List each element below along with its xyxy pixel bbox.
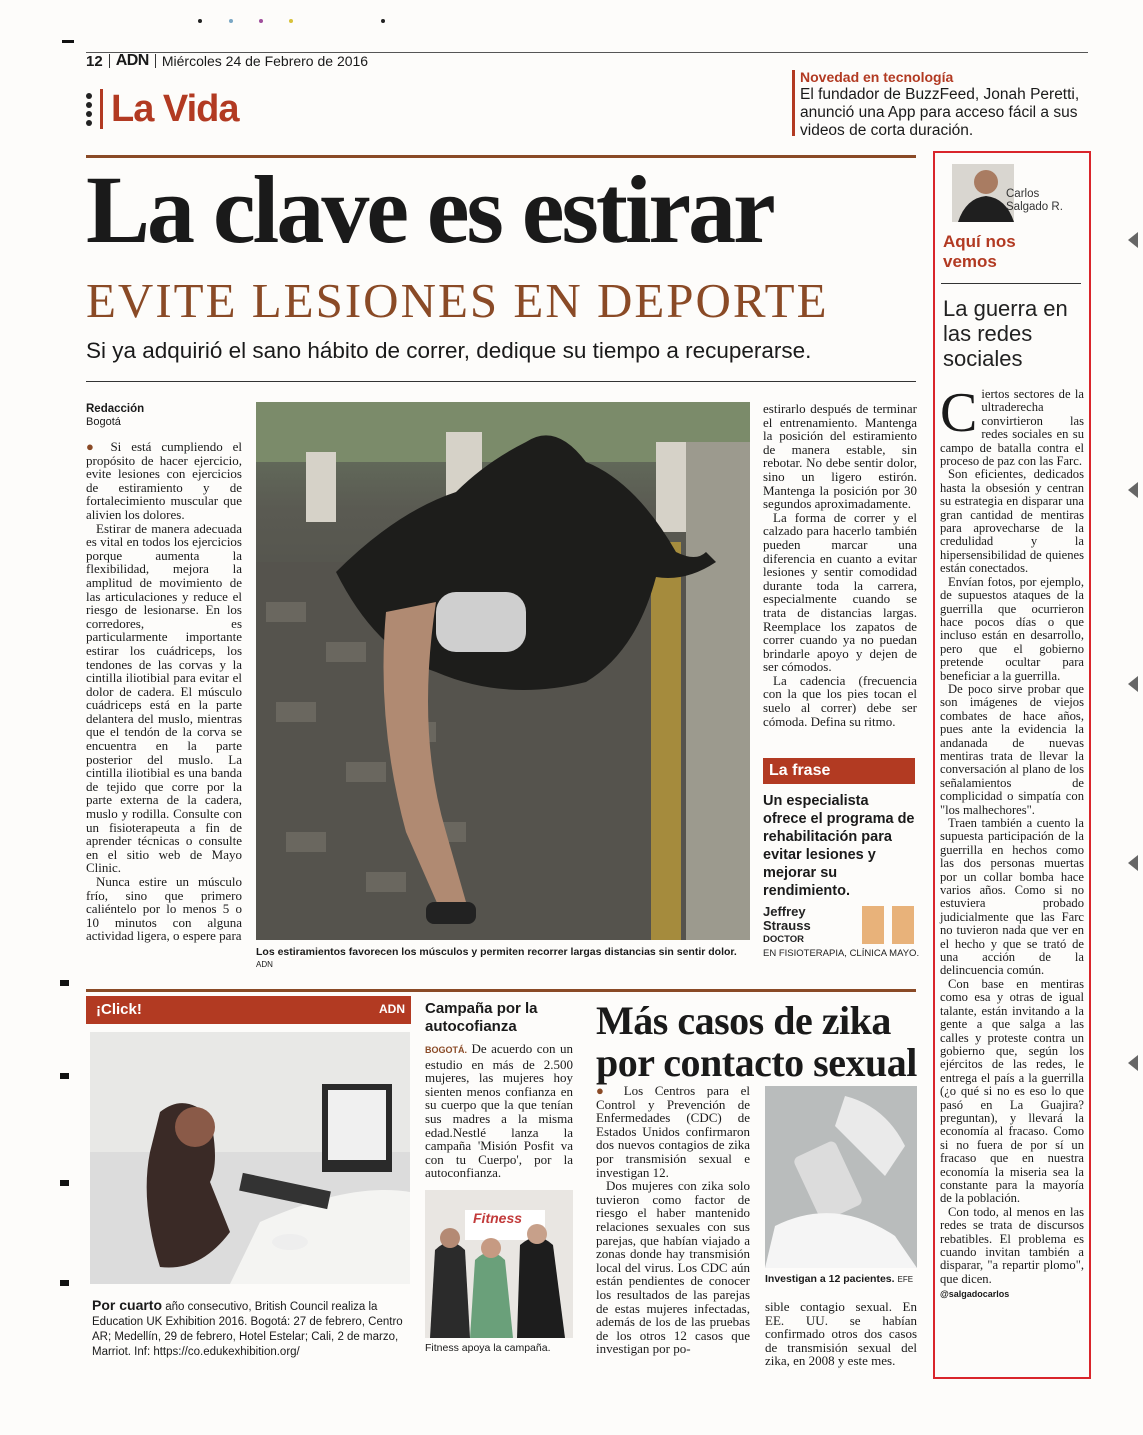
zika-paragraph: sible contagio sexual. En EE. UU. se habían confirmado otros dos casos de transmisión sexual del zika, en 2008 y este mes. bbox=[765, 1299, 917, 1369]
column-label: Aquí nos vemos bbox=[943, 232, 1016, 271]
columnist-last: Salgado R. bbox=[1006, 201, 1063, 213]
article-paragraph: Si está cumpliendo el propósito de hacer ejercicio, evite lesiones con ejercicios de estiramiento y de fortalecimiento muscular que alivien los dolores. bbox=[86, 439, 243, 522]
article-paragraph: Estirar de manera adecuada es vital en todos los ejercicios porque aumenta la flexibilidad, mejora la amplitud de movimiento de las articulaciones y reduce el riesgo de lesionarse. En los corredores, es particularmente importante estirar los cuádriceps, los tendones de las corvas y la cintilla iliotibial para evitar el dolor de cadera. El músculo cuádriceps está en la parte delantera del muslo, mientras que el tendón de la corva se encuentra en la parte posterior del muslo. La cintilla iliotibial es una banda de tejido que corre por la parte externa de la cadera, muslo y rodilla. Consulte con un fisioterapeuta a fin de aprender técnicas o consulte en el sitio web de Mayo Clinic. bbox=[86, 520, 242, 876]
zika-photo bbox=[765, 1086, 917, 1268]
campana-body: De acuerdo con un estudio en más de 2.500 mujeres, las mujeres hoy sienten menos confianza en su cuerpo que la que tenían sus madres a la misma edad.Nestlé lanza la campaña 'Misión Posfit va con tu Cuerpo', por la autoconfianza. bbox=[425, 1041, 573, 1181]
article-column-1: ● Si está cumpliendo el propósito de hacer ejercicio, evite lesiones con ejercicios de estiramiento y de fortalecimiento muscular que alivien los dolores. Estirar de manera adecuada es vital en todos los ejercicios porque aumenta la flexibilidad, mejora la amplitud de movimiento de las articulaciones y reduce el riesgo de lesionarse. En los corredores, es particularmente importante estirar los cuádriceps, los tendones de las corvas y la cintilla iliotibial para evitar el dolor de cadera. El músculo cuádriceps está en la parte delantera del muslo, mientras que el tendón de la corva se encuentra en la parte posterior del muslo. La cintilla iliotibial es una banda de tejido que corre por la parte externa de la cadera, muslo y rodilla. Consulte con un fisioterapeuta a fin de aprender técnicas o consulte en el sitio web de Mayo Clinic. Nunca estire un músculo frío, sino que primero caliéntelo por lo menos 5 o 10 minutos con alguna actividad ligera, o espere para bbox=[86, 439, 243, 944]
columnist-first: Carlos bbox=[1006, 188, 1040, 200]
edge-marker bbox=[1128, 232, 1138, 248]
caption-credit: ADN bbox=[256, 960, 273, 969]
scan-dot bbox=[381, 19, 385, 23]
teaser-bar bbox=[792, 70, 795, 136]
column-paragraph: De poco sirve probar que son imágenes de viejos combates de hace años, pues ante la evidencia la andanada de nuevas mentiras trata de llevar la conversación al plano de los señalamientos de complicidad o simpatía con "los malhechores". bbox=[940, 681, 1084, 817]
section-bar bbox=[100, 89, 103, 129]
registration-mark bbox=[60, 980, 69, 986]
author-last: Strauss bbox=[763, 918, 811, 933]
article-paragraph: Nunca estire un músculo frío, sino que primero caliéntelo por lo menos 5 o 10 minutos con alguna actividad ligera, o espere para bbox=[86, 874, 242, 944]
zika-column-2 bbox=[765, 1300, 917, 1368]
zika-caption-text: Investigan a 12 pacientes. bbox=[765, 1273, 895, 1285]
zika-paragraph: Dos mujeres con zika solo tuvieron como factor de riesgo el haber mantenido relaciones sexuales con sus parejas, que habían viajado a zonas donde hay transmisión local del virus. Los CDC aún están pendientes de conocer los resultados de las parejas de estas mujeres infectadas, además de los de las pruebas de los otros 12 casos que investigan por po- bbox=[596, 1178, 750, 1357]
byline-city: Bogotá bbox=[86, 416, 121, 428]
registration-mark bbox=[60, 1073, 69, 1079]
separator bbox=[155, 54, 156, 68]
click-bold: Por cuarto bbox=[92, 1297, 163, 1313]
article-photo bbox=[256, 402, 750, 940]
article-paragraph: La forma de correr y el calzado para hacerlo también pueden marcar una diferencia en cuanto a evitar lesiones y sentir comodidad durante toda la carrera, especialmente cuando se trata de distancias largas. Reemplace los zapatos de correr cuando ya no puedan brindarle apoyo y dejen de ser cómodos. bbox=[763, 509, 917, 675]
stretching-runner-image bbox=[256, 402, 750, 940]
campana-photo bbox=[425, 1190, 573, 1338]
click-credit: ADN bbox=[379, 1002, 405, 1016]
zika-paragraph: Los Centros para el Control y Prevención de Enfermedades (CDC) de Estados Unidos confirmaron dos nuevos contagios de zika por transmisión sexual e investigan 12. bbox=[596, 1083, 750, 1180]
click-label: ¡Click! bbox=[96, 1001, 142, 1018]
campana-text bbox=[425, 1042, 573, 1180]
click-text bbox=[92, 1298, 410, 1360]
article-title: La clave es estirar bbox=[86, 156, 773, 263]
byline bbox=[86, 403, 144, 429]
column-paragraph: Con base en mentiras como esa y otras de igual talante, están invitando a la gente a que salga a las calles y proteste contra un gobierno que, según los ejércitos de las redes, le entrega el país a la guerrilla (¿o qué si no es eso lo que pasó en La Guajira? preguntan), y llevará la economía al fracaso. Como si no fuera de por sí un fracaso que en nuestra economía la miseria sea la constante para la mayoría de la población. bbox=[940, 976, 1084, 1206]
article-deck: Si ya adquirió el sano hábito de correr, dedique su tiempo a recuperarse. bbox=[86, 338, 812, 363]
article-column-3 bbox=[763, 402, 917, 728]
column-paragraph: Con todo, al menos en las redes se trata de discursos rebatibles. El problema es cuando invitan también a disparar, "a repartir plomo", que dicen. bbox=[940, 1204, 1084, 1286]
author-first: Jeffrey bbox=[763, 904, 806, 919]
section-title: La Vida bbox=[111, 87, 239, 130]
caption-text: Los estiramientos favorecen los músculos y permiten recorrer largas distancias sin sentir dolor. bbox=[256, 946, 737, 958]
columnist-avatar bbox=[952, 164, 1014, 222]
scan-dot bbox=[259, 19, 263, 23]
frase-quote: Un especialista ofrece el programa de rehabilitación para evitar lesiones y mejorar su rendimiento. bbox=[763, 793, 915, 899]
edge-marker bbox=[1128, 482, 1138, 498]
columnist-handle[interactable]: @salgadocarlos bbox=[940, 1289, 1010, 1300]
click-photo bbox=[90, 1032, 410, 1284]
edge-marker bbox=[1128, 1055, 1138, 1071]
teaser-label: Novedad en tecnología bbox=[800, 69, 954, 85]
registration-mark bbox=[60, 1280, 69, 1286]
page-header bbox=[86, 52, 368, 70]
section-bullets bbox=[86, 93, 92, 126]
zika-column-1: ● Los Centros para el Control y Prevención de Enfermedades (CDC) de Estados Unidos confirmaron dos nuevos contagios de zika por transmisión sexual e investigan 12. Dos mujeres con zika solo tuvieron como factor de riesgo el haber mantenido relaciones sexuales con sus parejas, que habían viajado a zonas donde hay transmisión local del virus. Los CDC aún están pendientes de conocer los resultados de las parejas de estas mujeres infectadas, además de los de las pruebas de los otros 12 casos que investigan por po- bbox=[596, 1083, 750, 1357]
teaser-text: El fundador de BuzzFeed, Jonah Peretti, anunció una App para acceso fácil a sus videos de corta duración. bbox=[800, 86, 1080, 139]
scan-dot bbox=[229, 19, 233, 23]
column-paragraph: Envían fotos, por ejemplo, de supuestos ataques de la guerrilla que ocurrieron hace pocos días o que incluso están en desarrollo, pero que el gobierno pretende ocultar para beneficiar a la guerrilla. bbox=[940, 574, 1084, 683]
deck-rule bbox=[86, 381, 916, 382]
column-paragraph: iertos sectores de la ultraderecha convirtieron las redes sociales en su campo de batalla contra el proceso de paz con las Farc. bbox=[940, 387, 1084, 469]
edge-marker bbox=[1128, 676, 1138, 692]
separator bbox=[109, 54, 110, 68]
frase-label: La frase bbox=[763, 758, 915, 784]
scan-dot bbox=[198, 19, 202, 23]
registration-mark bbox=[60, 1180, 69, 1186]
edge-marker bbox=[1128, 855, 1138, 871]
campana-caption: Fitness apoya la campaña. bbox=[425, 1342, 551, 1354]
fitness-brand: Fitness bbox=[473, 1210, 523, 1226]
photo-caption bbox=[256, 946, 750, 970]
section-header bbox=[86, 86, 238, 132]
dropcap: C bbox=[940, 382, 978, 444]
bottom-rule bbox=[86, 989, 916, 992]
sidebar-rule bbox=[941, 283, 1081, 284]
registration-mark bbox=[62, 40, 74, 43]
zika-caption-credit: EFE bbox=[897, 1275, 914, 1284]
columnist-name bbox=[1006, 188, 1063, 214]
columnist-header bbox=[944, 162, 1079, 224]
article-subtitle: EVITE LESIONES EN DEPORTE bbox=[86, 273, 829, 328]
scan-dot bbox=[289, 19, 293, 23]
campana-title: Campaña por la autocofianza bbox=[425, 1000, 538, 1035]
click-header bbox=[86, 996, 411, 1024]
campana-city: BOGOTÁ. bbox=[425, 1045, 467, 1055]
column-body bbox=[940, 382, 1084, 1302]
click-body: año consecutivo, British Council realiza la Education UK Exhibition 2016. Bogotá: 27 de febrero, Centro AR; Medellín, 29 de febrero, Hotel Estelar; Cali, 2 de marzo, Marriot. Inf: https://co.edukexhibition.org/ bbox=[92, 1301, 403, 1358]
brand-logo: ADN bbox=[115, 52, 149, 69]
zika-title: Más casos de zika por contacto sexual bbox=[596, 998, 917, 1085]
article-paragraph: La cadencia (frecuencia con la que los pies tocan el suelo al correr) debe ser cómoda. Defina su ritmo. bbox=[763, 672, 917, 729]
novedad-teaser[interactable] bbox=[800, 68, 1100, 140]
issue-date: Miércoles 24 de Febrero de 2016 bbox=[161, 53, 369, 69]
article-paragraph: estirarlo después de terminar el entrenamiento. Mantenga la posición del estiramiento de manera estable, sin rebotar. No debe sentir dolor, sino un ligero estirón. Mantenga la posición por 30 segundos aproximadamente. bbox=[763, 401, 917, 512]
column-paragraph: Son eficientes, dedicados hasta la obsesión y centran su estrategia en disparar una gran cantidad de mentiras para aprovecharse de la credulidad y la hipersensibilidad de quienes están conectados. bbox=[940, 467, 1084, 576]
byline-name: Redacción bbox=[86, 403, 145, 415]
page-number: 12 bbox=[86, 52, 103, 70]
quote-mark-icon bbox=[862, 906, 918, 946]
column-paragraph: Traen también a cuento la supuesta participación de la guerrilla en hechos como las dos personas muertas por un collar bomba hace varios años. Como si no estuviera probado judicialmente que las Farc no tuvieron nada que ver en el hecho y que se trató de una acción de la delincuencia común. bbox=[940, 816, 1084, 978]
column-headline: La guerra en las redes sociales bbox=[943, 296, 1068, 371]
zika-caption bbox=[765, 1273, 917, 1285]
author-role-detail: EN FISIOTERAPIA, CLÍNICA MAYO. bbox=[763, 948, 920, 959]
lab-pipette-image bbox=[765, 1086, 917, 1268]
author-role: DOCTOR bbox=[763, 934, 804, 945]
student-computer-image bbox=[90, 1032, 410, 1284]
